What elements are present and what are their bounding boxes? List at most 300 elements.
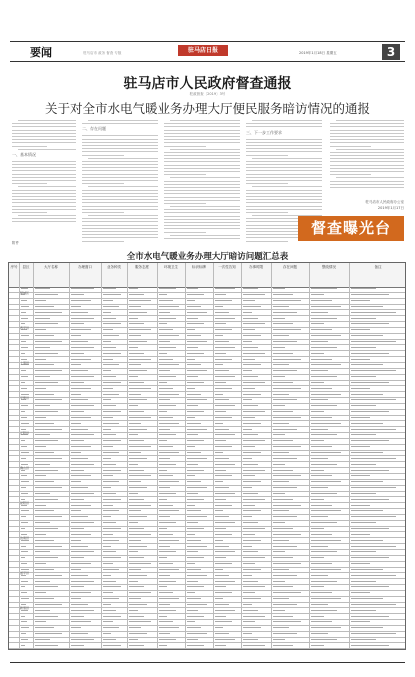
text-line [330,181,404,182]
table-cell [35,300,46,301]
text-line [88,215,158,216]
table-cell [103,312,111,313]
table-column-divider [19,263,20,649]
table-cell [35,493,50,494]
table-cell [21,487,26,488]
table-cell [159,487,170,488]
text-line [12,142,76,143]
table-cell [35,604,62,605]
table-cell [215,388,232,389]
table-cell [187,540,201,541]
table-cell [311,499,324,500]
table-cell [187,534,195,535]
text-line [164,130,240,131]
table-cell [351,288,376,289]
masthead-small: 驻马店市 政务 督查 专版 [83,51,122,55]
table-cell [71,616,84,617]
text-line [164,139,240,140]
table-cell [351,470,389,471]
table-cell [35,627,54,628]
table-cell [215,323,226,324]
text-line [164,168,240,169]
table-cell [103,604,111,605]
table-cell [187,581,198,582]
table-cell [159,546,170,547]
page-header [0,0,415,62]
table-cell [21,335,29,336]
table-cell [187,510,201,511]
table-cell [71,464,94,465]
table-cell [215,610,235,611]
text-line [246,212,288,213]
text-line [82,123,158,124]
table-cell [273,522,285,523]
table-cell [243,429,252,430]
table-cell [311,353,324,354]
table-cell [21,499,25,500]
table-cell [187,370,207,371]
table-cell [159,376,176,377]
table-cell [187,288,198,289]
table-cell [215,434,235,435]
table-cell [129,359,151,360]
text-line [12,139,76,140]
table-column-divider [127,263,128,649]
text-line [82,145,158,146]
table-cell [243,306,261,307]
table-cell [159,581,176,582]
text-line [246,202,322,203]
table-cell [129,569,141,570]
text-line [82,161,158,162]
table-header-cell: 存在问题 [283,265,297,269]
table-cell [311,522,337,523]
table-cell [351,458,396,459]
table-cell [215,288,235,289]
region-label: 驿城区 [20,291,30,295]
table-cell [35,575,62,576]
table-cell [103,411,121,412]
table-cell [21,388,27,389]
table-cell [187,429,207,430]
table-cell [273,429,297,430]
text-line [88,120,158,121]
table-cell [187,353,204,354]
table-cell [159,493,176,494]
table-cell [187,382,204,383]
table-column-divider [101,263,102,649]
table-cell [215,341,229,342]
table-cell [311,300,332,301]
table-cell [103,388,113,389]
table-cell [351,329,370,330]
table-cell [35,621,46,622]
newspaper-logo: 驻马店日报 [178,45,228,56]
text-line [164,200,240,201]
table-cell [35,405,50,406]
table-cell [35,376,50,377]
table-cell [243,639,258,640]
table-cell [273,598,289,599]
table-cell [35,464,50,465]
text-line [246,183,288,184]
table-cell [21,546,26,547]
table-cell [311,434,337,435]
table-cell [311,546,328,547]
table-cell [21,306,29,307]
table-cell [351,487,396,488]
table-cell [243,359,255,360]
text-line [18,149,76,150]
table-cell [71,306,81,307]
text-line [164,161,240,162]
table-cell [187,434,198,435]
table-cell [311,394,341,395]
region-label: 平舆县 [20,396,30,400]
table-cell [187,312,207,313]
table-cell [243,411,265,412]
table-cell [243,347,258,348]
table-cell [71,318,94,319]
table-cell [159,370,170,371]
table-cell [215,563,232,564]
table-cell [129,440,144,441]
table-cell [103,382,121,383]
table-cell [159,592,173,593]
text-line [164,219,240,220]
table-cell [159,347,176,348]
table-cell [103,364,119,365]
text-line [18,215,76,216]
table-cell [243,569,261,570]
table-cell [187,557,204,558]
table-cell [273,434,285,435]
table-cell [21,318,28,319]
table-cell [35,347,50,348]
text-line [164,222,240,223]
table-cell [215,440,226,441]
table-cell [351,411,389,412]
text-line [82,231,158,232]
table-cell [35,522,50,523]
table-cell [243,405,258,406]
text-line [164,209,240,210]
table-cell [103,329,113,330]
table-cell [129,388,151,389]
table-cell [311,446,332,447]
table-cell [187,475,195,476]
table-cell [187,627,201,628]
table-cell [243,417,255,418]
table-column-divider [33,263,34,649]
text-line [246,206,322,207]
table-cell [243,493,258,494]
text-line [164,212,240,213]
table-cell [21,557,25,558]
table-cell [71,487,88,488]
table-cell [215,411,226,412]
text-line [330,126,404,127]
text-line [12,174,76,175]
table-cell [351,405,376,406]
table-cell [243,516,252,517]
table-cell [215,493,235,494]
text-line [82,228,158,229]
text-line [330,133,404,134]
table-cell [273,510,289,511]
table-cell [187,347,198,348]
table-cell [129,329,151,330]
region-label: 汝南县 [20,536,30,540]
table-cell [243,318,258,319]
table-cell [129,364,141,365]
table-cell [243,423,261,424]
table-cell [159,610,176,611]
table-cell [71,405,94,406]
table-cell [35,569,54,570]
table-cell [243,329,255,330]
table-cell [129,516,147,517]
table-cell [71,639,94,640]
table-cell [129,633,147,634]
text-line [164,193,240,194]
table-cell [159,300,173,301]
table-cell [311,417,332,418]
table-cell [351,312,396,313]
table-cell [21,569,29,570]
table-cell [35,528,58,529]
table-cell [187,470,204,471]
text-line [246,196,322,197]
table-cell [243,323,265,324]
table-cell [215,458,229,459]
table-cell [215,318,235,319]
table-cell [71,534,91,535]
table-cell [243,522,258,523]
table-cell [35,312,62,313]
table-cell [129,621,151,622]
table-cell [35,586,58,587]
table-cell [187,318,198,319]
table-cell [187,464,198,465]
table-cell [159,528,167,529]
table-cell [35,364,54,365]
text-line [246,155,288,156]
table-cell [21,440,25,441]
table-cell [215,598,223,599]
table-cell [21,312,26,313]
table-cell [273,586,293,587]
table-cell [187,446,195,447]
text-line [12,193,76,194]
text-line [88,186,158,187]
table-cell [129,411,144,412]
table-cell [311,452,341,453]
table-cell [159,534,173,535]
text-line [330,146,371,147]
table-cell [129,546,147,547]
table-cell [129,610,138,611]
table-cell [215,621,232,622]
region-label: 正阳县 [20,431,30,435]
table-cell [103,493,116,494]
text-line [246,151,322,152]
table-cell [21,639,28,640]
table-cell [215,312,229,313]
table-cell [71,581,94,582]
text-line [82,180,158,181]
table-cell [35,510,54,511]
text-line [12,123,76,124]
table-cell [273,569,289,570]
table-cell [103,288,116,289]
table-cell [71,434,94,435]
text-line [82,164,158,165]
table-cell [21,417,27,418]
table-cell [103,499,121,500]
table-cell [21,586,25,587]
table-header-cell: 办事时限 [249,265,263,269]
table-cell [311,493,337,494]
table-cell [35,329,46,330]
table-cell [351,464,376,465]
table-cell [71,551,94,552]
table-cell [21,376,28,377]
table-cell [351,493,376,494]
table-cell [243,551,258,552]
text-line [12,130,76,131]
table-cell [243,399,252,400]
table-cell [71,388,91,389]
table-header-cell: 序号 [10,265,18,269]
table-cell [187,499,204,500]
table-cell [71,586,84,587]
text-line [164,136,240,137]
table-cell [187,505,195,506]
table-cell [129,627,141,628]
table-cell [311,621,332,622]
text-line [330,142,404,143]
table-cell [71,546,88,547]
table-cell [243,610,258,611]
table-cell [273,499,293,500]
text-line [164,225,240,226]
table-cell [159,359,173,360]
table-cell [159,417,173,418]
table-cell [129,423,141,424]
table-cell [243,616,265,617]
table-cell [35,434,50,435]
table-cell [159,627,179,628]
table-cell [129,446,151,447]
table-cell [187,551,198,552]
table-cell [129,586,144,587]
table-cell [21,604,26,605]
table-cell [35,335,54,336]
footer-rule [10,662,405,663]
table-header-cell: 服务态度 [135,265,149,269]
table-cell [129,581,138,582]
table-cell [215,616,226,617]
table-cell [129,475,151,476]
table-cell [243,499,265,500]
table-cell [159,429,170,430]
table-cell [71,528,84,529]
table-cell [351,551,376,552]
table-cell [21,423,29,424]
table-cell [103,575,111,576]
table-cell [187,388,195,389]
table-cell [129,353,144,354]
table-cell [103,318,116,319]
table-cell [159,510,179,511]
table-cell [21,645,25,646]
table-cell [21,405,28,406]
table-cell [273,329,301,330]
table-cell [311,598,341,599]
text-line [12,170,76,171]
table-cell [71,417,91,418]
table-cell [71,645,84,646]
text-line [246,145,322,146]
table-cell [311,604,328,605]
table-cell [159,411,167,412]
table-cell [103,557,121,558]
table-cell [273,487,297,488]
table-cell [243,546,252,547]
table-column-divider [213,263,214,649]
table-cell [273,633,297,634]
table-cell [35,546,62,547]
table-cell [243,505,255,506]
table-cell [35,399,62,400]
table-cell [71,557,84,558]
table-cell [129,505,151,506]
table-cell [21,458,26,459]
table-cell [351,604,396,605]
table-cell [273,440,293,441]
table-cell [351,452,383,453]
table-cell [273,294,293,295]
signoff: 驻马店市人民政府办公室 [365,200,404,204]
table-cell [311,382,324,383]
table-cell [129,434,138,435]
text-line [12,212,47,213]
table-cell [35,446,46,447]
table-cell [71,633,88,634]
text-line [246,199,322,200]
table-cell [103,522,116,523]
table-cell [273,616,293,617]
article-subhead: 一、基本情况 [12,151,36,157]
table-cell [71,516,88,517]
table-cell [71,323,84,324]
table-cell [71,575,88,576]
table-cell [129,300,151,301]
table-cell [71,382,84,383]
table-cell [187,516,207,517]
table-cell [243,294,265,295]
table-cell [311,370,328,371]
table-cell [351,505,370,506]
table-cell [21,300,27,301]
table-cell [159,335,179,336]
table-cell [187,458,207,459]
text-line [330,187,404,188]
table-cell [103,394,119,395]
table-cell [243,394,261,395]
table-cell [243,370,252,371]
